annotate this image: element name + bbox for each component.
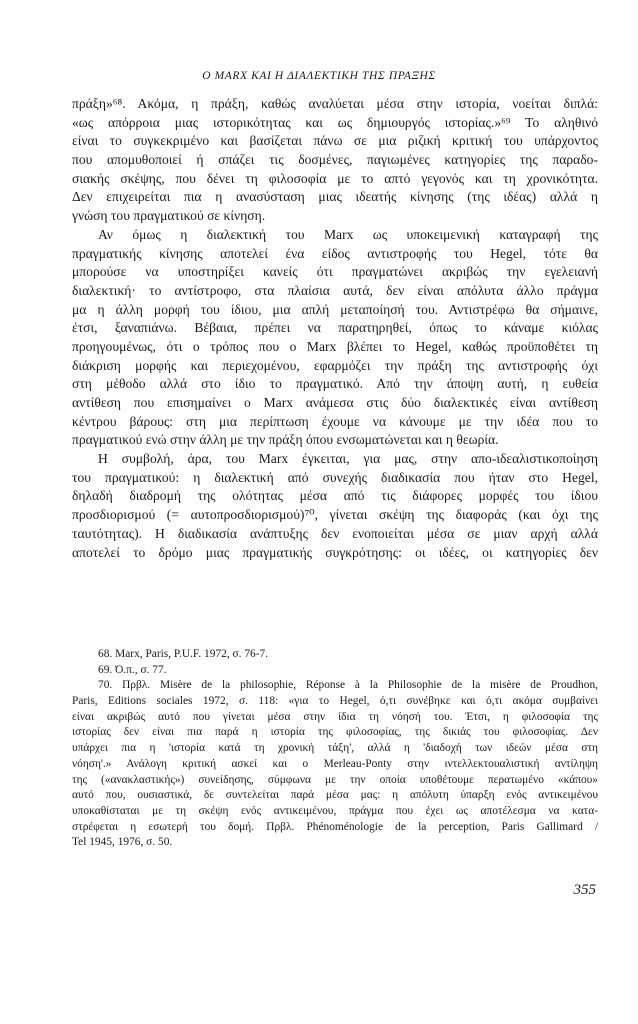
body-line: πραγματικού ενώ στην άλλη με την πράξη όπου ενσωματώνεται και η θεωρία. (72, 432, 499, 448)
body-line: διαλεκτική· το αντίστροφο, στα πλαίσια αυτά, δεν είναι απόλυτα άλλο πράγμα (72, 282, 598, 298)
body-line: προσδιορισμού (= αυτοπροσδιορισμού)⁷⁰, γίνεται σκέψη της διαφοράς (και όχι της (72, 507, 598, 523)
body-line: στη μέθοδο αλλά στο ίδιο το πραγματικό. Από την άποψη αυτή, η ευθεία (72, 376, 598, 392)
running-header: Ο MARX ΚΑΙ Η ΔΙΑΛΕΚΤΙΚΗ ΤΗΣ ΠΡΑΞΗΣ (202, 70, 436, 82)
body-line: αποτελεί το δρόμο μιας πραγματικής συγκρότησης: οι ιδέες, οι κατηγορίες δεν (72, 544, 598, 560)
footnote-line: είναι ακριβώς αυτό που γίνεται μέσα στην ίδια τη νόησή του. Έτσι, η φιλοσοφία της (72, 710, 598, 723)
body-line: δηλαδή διαδρομή της ολότητας μέσα από τις διάφορες μορφές του ίδιου (72, 488, 598, 504)
footnote-line: 70. Πρβλ. Misère de la philosophie, Réponse à la Philosophie de la misère de Proudhon, (98, 679, 598, 692)
footnotes (72, 647, 598, 851)
footnote-line: στρέφεται η εσωτερή του δομή. Πρβλ. Phénoménologie de la perception, Paris Gallimard / (72, 820, 598, 833)
footnote-line: υπάρχει πια η 'ιστορία κατά τη χρονική τάξη', αλλά η 'διαδοχή των ιδεών μέσα στη (72, 742, 598, 755)
body-line: του πραγματικού: η διαλεκτική από συνεχής διαδικασία που ήταν στο Hegel, (72, 469, 598, 485)
footnote-line: υποκαθίσταται με τη σκέψη ενός αντικειμένου, πράγμα που έχει ως αποτέλεσμα να κατα- (72, 804, 598, 817)
body-line: μπορούσε να υποστηρίξει κανείς ότι πραγματώνει ακριβώς την εγελειανή (72, 264, 598, 280)
body-line: έτσι, ξαναπιάνω. Βέβαια, πρέπει να παρατηρηθεί, όπως το κάναμε κιόλας (72, 320, 598, 336)
footnote-line: ιστορίας δεν είναι πια παρά η ιστορία της φιλοσοφίας, της δικιάς του φιλοσοφίας. Δεν (72, 726, 598, 739)
body-line: Δεν επιχειρείται πια η ανασύσταση μιας ιδεατής κίνησης (της ιδέας) αλλά η (72, 189, 598, 205)
body-line: κέντρου βάρους: στη μια περίπτωση έχουμε να κάνουμε με την ιδέα που το (72, 413, 598, 429)
footnote-line: νόηση'.» Ανάλογη κριτική ασκεί και ο Merleau-Ponty στην ιντελλεκτουαλιστική αντίληψη (72, 757, 598, 770)
footnote-line: 68. Marx, Paris, P.U.F. 1972, σ. 76-7. (98, 648, 269, 660)
body-line: πράξη»⁶⁸. Ακόμα, η πράξη, καθώς αναλύεται μέσα στην ιστορία, νοείται διπλά: (72, 96, 598, 111)
footnote-line: 69. Ό.π., σ. 77. (98, 663, 167, 676)
body-line: γνώση του πραγματικού σε κίνηση. (72, 208, 266, 224)
body-line: διάκριση μορφής και περιεχομένου, εφαρμόζει την πράξη της αντιστροφής όχι (72, 357, 598, 373)
body-line: σιακής σκέψης, που δένει τη φιλοσοφία με το απτό γεγονός και τη χρονικότητα. (72, 170, 598, 186)
body-line: Η συμβολή, άρα, του Marx έγκειται, για μας, στην απο-ιδεαλιστικοποίηση (98, 451, 598, 467)
footnote-line: Tel 1945, 1976, σ. 50. (72, 836, 173, 849)
body-line: που απομυθοποιεί ή σπάζει τις δοσμένες, παγιωμένες κατηγορίες της παραδο- (72, 152, 598, 168)
body-line: αντίθεση που επισημαίνει ο Marx ανάμεσα στις δύο διαλεκτικές είναι αντίθεση (72, 395, 598, 410)
body-line: «ως απόρροια μιας ιστορικότητας και ως δημιουργός ιστορίας.»⁶⁹ Το αληθινό (72, 114, 598, 130)
body-line: ταυτότητας). Η διαδικασία ανάπτυξης δεν ενοποιείται μέσα σε μιαν αρχή αλλά (72, 525, 598, 541)
body-line: πραγματικής κίνησης αποτελεί ένα είδος αντιστροφής του Hegel, τότε θα (72, 245, 598, 261)
body-line: Αν όμως η διαλεκτική του Marx ως υποκειμενική καταγραφή της (98, 226, 598, 242)
body-line: προηγουμένως, ότι ο τρόπος που ο Marx βλέπει το Hegel, καθώς προϋποθέτει τη (72, 338, 598, 354)
page-number: 355 (573, 882, 596, 898)
body-line: είναι το συγκεκριμένο και βασίζεται πάνω σε μια ριζική κριτική του υπάρχοντος (72, 133, 598, 149)
footnote-line: της («ανακλαστικής») συνείδησης, σύμφωνα με την οποία υποθέτουμε περατωμένο «κάπου» (72, 773, 598, 786)
footnote-line: Paris, Editions sociales 1972, σ. 118: «για το Hegel, ό,τι συνέβηκε και ό,τι ακόμα συμβαίνει (72, 695, 598, 708)
main-text (72, 95, 598, 562)
body-line: μα η άλλη μορφή του ίδιου, μια απλή μεταποίησή του. Αντιστρέφω θα σήμαινε, (72, 301, 598, 317)
footnote-line: αυτό που, ουσιαστικά, δε συντελείται παρά μέσα μας: η απόλυτη ύπαρξη ενός αντικειμένου (72, 789, 598, 802)
